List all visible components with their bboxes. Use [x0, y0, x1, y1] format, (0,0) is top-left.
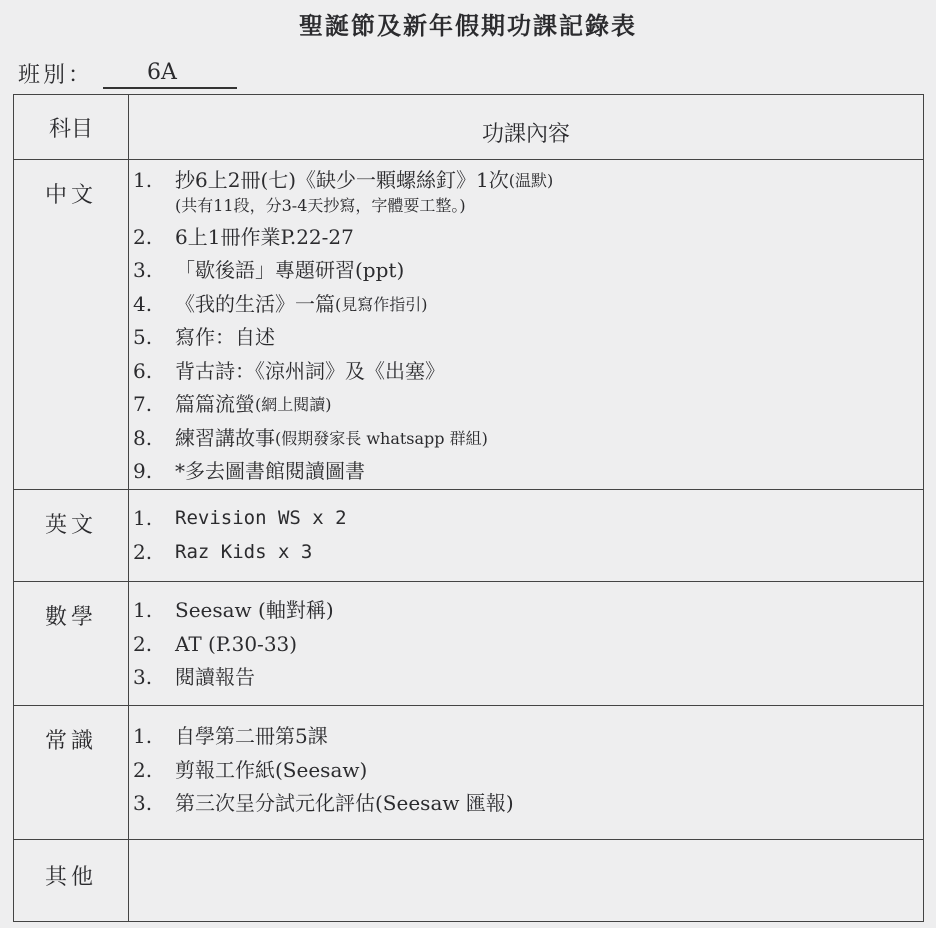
list-item [133, 661, 923, 695]
subject-header: 科目 [14, 95, 129, 160]
homework-table [13, 94, 924, 922]
item-subnote: (網上閱讀) [255, 395, 332, 414]
item-text: Revision WS x 2 [175, 507, 347, 529]
list-item [133, 355, 923, 389]
content-header: 功課內容 [129, 95, 924, 160]
item-number: 5. [133, 325, 153, 349]
item-text: 練習講故事 [175, 425, 275, 450]
others-content [129, 840, 924, 922]
subject-math: 數學 [14, 582, 129, 706]
subject-general-studies: 常識 [14, 706, 129, 840]
list-item [133, 422, 923, 456]
list-item [133, 502, 923, 536]
item-text: Raz Kids x 3 [175, 540, 313, 563]
header-row [14, 95, 924, 160]
math-row [14, 582, 924, 706]
item-number: 2. [133, 224, 153, 249]
list-item [133, 628, 923, 662]
item-number: 2. [133, 757, 153, 782]
gs-items [129, 706, 924, 840]
item-text: 抄6上2冊(七)《缺少一顆螺絲釘》1次 [175, 168, 509, 192]
item-number: 4. [133, 291, 153, 316]
item-number: 1. [133, 598, 153, 622]
class-label: 班別： [18, 63, 94, 88]
item-text: *多去圖書館閱讀圖書 [175, 459, 365, 483]
item-text: 篇篇流螢 [175, 392, 255, 416]
subject-chinese: 中文 [14, 160, 129, 490]
list-item [133, 455, 923, 489]
chinese-items [129, 160, 924, 490]
item-text: 「歇後語」專題研習(ppt) [175, 258, 405, 282]
subject-others: 其他 [14, 840, 129, 922]
list-item [133, 321, 923, 355]
item-number: 9. [133, 459, 153, 483]
class-field [18, 58, 237, 89]
item-text: 《我的生活》一篇 [175, 291, 335, 316]
item-number: 7. [133, 392, 153, 416]
item-text: 6上1冊作業P.22-27 [175, 224, 354, 249]
item-text: 自學第二冊第5課 [175, 724, 328, 748]
item-text: Seesaw (軸對稱) [175, 598, 334, 622]
item-subnote: (假期發家長 whatsapp 群組) [275, 428, 488, 448]
item-text: 第三次呈分試元化評估(Seesaw 匯報) [175, 791, 514, 815]
list-item [133, 164, 923, 198]
list-item [133, 221, 923, 255]
chinese-note: (共有11段，分3-4天抄寫，字體要工整。) [175, 195, 466, 215]
list-item [133, 254, 923, 288]
item-text: AT (P.30-33) [175, 631, 298, 656]
list-item [133, 536, 923, 570]
gs-row [14, 706, 924, 840]
item-number: 3. [133, 665, 153, 689]
list-item [133, 720, 923, 754]
list-item [133, 594, 923, 628]
item-number: 1. [133, 506, 153, 530]
item-subnote: (温默) [508, 171, 554, 190]
item-subnote: (見寫作指引) [335, 294, 428, 314]
list-item [133, 288, 923, 322]
math-items [129, 582, 924, 706]
list-item [133, 388, 923, 422]
item-number: 3. [133, 791, 153, 815]
item-number: 2. [133, 631, 153, 656]
item-text: 寫作：自述 [175, 325, 275, 349]
others-row [14, 840, 924, 922]
class-value: 6A [103, 59, 237, 89]
item-number: 6. [133, 358, 153, 383]
item-number: 1. [133, 168, 153, 192]
subject-english: 英文 [14, 490, 129, 582]
english-row [14, 490, 924, 582]
list-item [133, 787, 923, 821]
item-number: 3. [133, 258, 153, 282]
item-number: 1. [133, 724, 153, 748]
item-number: 2. [133, 539, 153, 564]
page-title: 聖誕節及新年假期功課記錄表 [299, 11, 637, 40]
item-text: 背古詩：《涼州詞》及《出塞》 [175, 358, 445, 383]
item-text: 剪報工作紙(Seesaw) [175, 757, 368, 782]
item-text: 閱讀報告 [175, 665, 255, 689]
chinese-row [14, 160, 924, 490]
item-number: 8. [133, 425, 153, 450]
english-items [129, 490, 924, 582]
list-item [133, 754, 923, 788]
